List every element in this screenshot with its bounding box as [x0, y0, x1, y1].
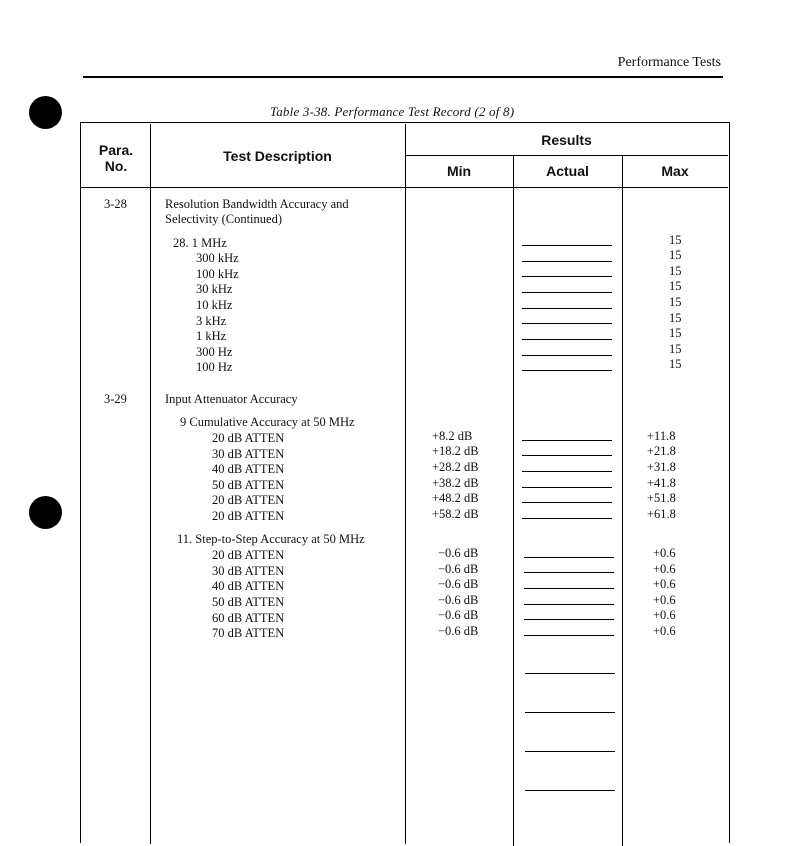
actual-blank[interactable]: [522, 323, 612, 324]
actual-blank[interactable]: [522, 471, 612, 472]
row-max: 15: [669, 279, 682, 293]
group-label: 28. 1 MHz: [173, 236, 227, 250]
row-desc: 40 dB ATTEN: [212, 579, 285, 593]
actual-blank[interactable]: [522, 308, 612, 309]
row-max: 15: [669, 311, 682, 325]
actual-blank[interactable]: [522, 370, 612, 371]
header-test-description: Test Description: [223, 148, 332, 164]
header-rule: [83, 76, 723, 78]
row-max: +0.6: [653, 624, 676, 638]
actual-blank[interactable]: [522, 440, 612, 441]
row-max: 15: [669, 357, 682, 371]
row-desc: 60 dB ATTEN: [212, 611, 285, 625]
row-min: −0.6 dB: [438, 546, 479, 560]
row-min: +48.2 dB: [432, 491, 479, 505]
row-max: +0.6: [653, 562, 676, 576]
binder-hole-bottom: [29, 496, 62, 529]
row-max: +21.8: [647, 444, 676, 458]
row-max: 15: [669, 248, 682, 262]
group-label: 11. Step-to-Step Accuracy at 50 MHz: [177, 532, 365, 546]
header-results: Results: [541, 132, 592, 148]
row-desc: 50 dB ATTEN: [212, 595, 285, 609]
row-min: +38.2 dB: [432, 476, 479, 490]
row-min: +8.2 dB: [432, 429, 473, 443]
para-number: 3-28: [104, 197, 127, 211]
actual-blank[interactable]: [522, 518, 612, 519]
para-number: 3-29: [104, 392, 127, 406]
actual-blank[interactable]: [522, 355, 612, 356]
row-desc: 50 dB ATTEN: [212, 478, 285, 492]
row-desc: 100 Hz: [196, 360, 233, 374]
row-max: 15: [669, 326, 682, 340]
header-max: Max: [661, 163, 689, 179]
actual-blank[interactable]: [525, 712, 615, 713]
actual-blank[interactable]: [522, 261, 612, 262]
col-divider-para: [150, 124, 151, 844]
row-desc: 30 kHz: [196, 282, 233, 296]
row-min: −0.6 dB: [438, 562, 479, 576]
row-min: −0.6 dB: [438, 624, 479, 638]
actual-blank[interactable]: [522, 276, 612, 277]
col-divider-min: [513, 156, 514, 846]
row-desc: 300 Hz: [196, 345, 233, 359]
row-desc: 3 kHz: [196, 314, 227, 328]
row-desc: 20 dB ATTEN: [212, 548, 285, 562]
header-para-line1: Para.: [98, 142, 134, 158]
table-caption: Table 3-38. Performance Test Record (2 of 8): [270, 104, 515, 119]
running-head: Performance Tests: [617, 55, 721, 70]
header-min: Min: [446, 163, 472, 179]
row-desc: 100 kHz: [196, 267, 239, 281]
binder-hole-top: [29, 96, 62, 129]
row-max: +51.8: [647, 491, 676, 505]
header-para-line2: No.: [104, 158, 128, 174]
actual-blank[interactable]: [524, 619, 614, 620]
row-max: 15: [669, 295, 682, 309]
actual-blank[interactable]: [522, 245, 612, 246]
row-desc: 30 dB ATTEN: [212, 447, 285, 461]
section-title: Input Attenuator Accuracy: [165, 392, 298, 406]
col-divider-desc: [405, 124, 406, 844]
row-desc: 20 dB ATTEN: [212, 431, 285, 445]
section-title-cont: Selectivity (Continued): [165, 212, 282, 226]
row-desc: 40 dB ATTEN: [212, 462, 285, 476]
actual-blank[interactable]: [524, 588, 614, 589]
actual-blank[interactable]: [524, 572, 614, 573]
row-min: +28.2 dB: [432, 460, 479, 474]
actual-blank[interactable]: [525, 790, 615, 791]
section-title: Resolution Bandwidth Accuracy and: [165, 197, 349, 211]
actual-blank[interactable]: [522, 455, 612, 456]
row-min: +18.2 dB: [432, 444, 479, 458]
actual-blank[interactable]: [524, 635, 614, 636]
actual-blank[interactable]: [522, 487, 612, 488]
actual-blank[interactable]: [522, 502, 612, 503]
row-desc: 300 kHz: [196, 251, 239, 265]
row-min: −0.6 dB: [438, 593, 479, 607]
group-label: 9 Cumulative Accuracy at 50 MHz: [180, 415, 355, 429]
results-rule: [405, 155, 728, 156]
row-max: +0.6: [653, 608, 676, 622]
col-divider-actual: [622, 156, 623, 846]
header-para: [82, 142, 150, 174]
actual-blank[interactable]: [522, 339, 612, 340]
row-desc: 70 dB ATTEN: [212, 626, 285, 640]
row-max: 15: [669, 264, 682, 278]
row-max: 15: [669, 233, 682, 247]
row-max: +0.6: [653, 577, 676, 591]
row-max: +11.8: [647, 429, 676, 443]
actual-blank[interactable]: [522, 292, 612, 293]
row-max: +0.6: [653, 593, 676, 607]
header-actual: Actual: [546, 163, 589, 179]
actual-blank[interactable]: [525, 673, 615, 674]
row-max: +41.8: [647, 476, 676, 490]
row-min: −0.6 dB: [438, 577, 479, 591]
row-desc: 20 dB ATTEN: [212, 493, 285, 507]
row-min: −0.6 dB: [438, 608, 479, 622]
row-max: +61.8: [647, 507, 676, 521]
row-desc: 10 kHz: [196, 298, 233, 312]
row-max: +0.6: [653, 546, 676, 560]
actual-blank[interactable]: [524, 604, 614, 605]
row-desc: 30 dB ATTEN: [212, 564, 285, 578]
row-min: +58.2 dB: [432, 507, 479, 521]
row-max: 15: [669, 342, 682, 356]
row-desc: 20 dB ATTEN: [212, 509, 285, 523]
row-desc: 1 kHz: [196, 329, 227, 343]
actual-blank[interactable]: [525, 751, 615, 752]
actual-blank[interactable]: [524, 557, 614, 558]
header-bottom-rule: [80, 187, 728, 188]
row-max: +31.8: [647, 460, 676, 474]
